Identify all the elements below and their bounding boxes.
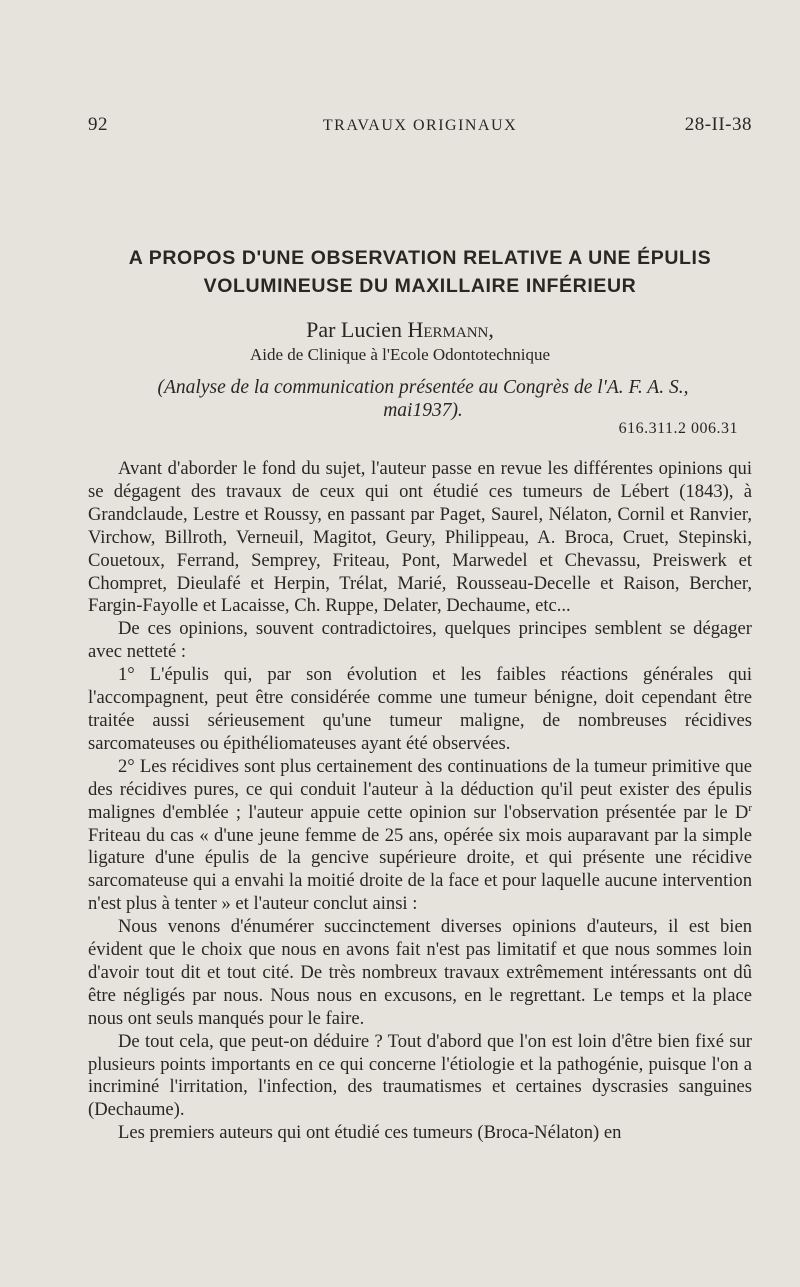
article-title bbox=[80, 244, 760, 300]
title-line-2: VOLUMINEUSE DU MAXILLAIRE INFÉRIEUR bbox=[203, 275, 637, 297]
doctor-abbrev-superscript: r bbox=[748, 801, 752, 814]
paragraph-1: Avant d'aborder le fond du sujet, l'auteur passe en revue les différentes opinions qui se dégagent des travaux de ceux qui ont étudié ces tumeurs de Lébert (1843), à Grandclaude, Lestre et Roussy, en passant par Paget, Saurel, Nélaton, Cornil et Ranvier, Virchow, Billroth, Verneuil, Magitot, Geury, Philippeau, A. Broca, Cruet, Stepinski, Couetoux, Ferrand, Semprey, Friteau, Pont, Marwedel et Chevassu, Preiswerk et Chompret, Dieulafé et Herpin, Trélat, Marié, Rousseau-Decelle et Raison, Bercher, Fargin-Fayolle et Lacaisse, Ch. Ruppe, Delater, Dechaume, etc... bbox=[88, 458, 752, 617]
paragraph-3: 1° L'épulis qui, par son évolution et les faibles réactions générales qui l'accompagnent, peut être considérée comme une tumeur bénigne, doit cependant être traitée aussi sérieusement qu'une tumeur maligne, de nombreuses récidives sarcomateuses ou épithéliomateuses ayant été observées. bbox=[88, 664, 752, 754]
author-affiliation: Aide de Clinique à l'Ecole Odontotechnique bbox=[249, 345, 550, 364]
analysis-line-1: (Analyse de la communication présentée au Congrès de l'A. F. A. S., bbox=[157, 377, 689, 398]
author-suffix: , bbox=[488, 317, 494, 342]
page-number: 92 bbox=[88, 114, 108, 135]
author-line bbox=[0, 317, 800, 343]
classification-code: 616.311.2 006.31 bbox=[618, 420, 738, 437]
analysis-note bbox=[118, 376, 728, 422]
author-prefix: Par Lucien bbox=[306, 317, 408, 342]
journal-section: TRAVAUX ORIGINAUX bbox=[322, 117, 518, 134]
paragraph-6: De tout cela, que peut-on déduire ? Tout d'abord que l'on est loin d'être bien fixé sur plusieurs points importants en ce qui concerne l'étiologie et la pathogénie, puisque l'on a incriminé l'irritation, l'infection, des traumatismes et certaines dyscrasies sanguines (Dechaume). bbox=[88, 1030, 752, 1121]
author-surname: Hermann bbox=[407, 317, 489, 342]
paragraph-2: De ces opinions, souvent contradictoires, quelques principes semblent se dégager avec netteté : bbox=[88, 618, 752, 663]
issue-date: 28-II-38 bbox=[684, 114, 752, 135]
article-body bbox=[88, 458, 752, 1145]
running-header bbox=[88, 114, 752, 144]
paragraph-5: Nous venons d'énumérer succinctement diverses opinions d'auteurs, il est bien évident que le choix que nous en avons fait n'est pas limitatif et que nous sommes loin d'avoir tout dit et tout cité. De très nombreux travaux extrêmement intéressants ont dû être négligés par nous. Nous nous en excusons, en le regrettant. Le temps et la place nous ont seuls manqués pour le faire. bbox=[88, 916, 752, 1029]
paragraph-4-part-a: 2° Les récidives sont plus certainement des continuations de la tumeur primitive que des récidives pures, ce qui conduit l'auteur à la déduction qu'il peut exister des épulis malignes d'emblée ; l'auteur appuie cette opinion sur l'observation présentée par le D bbox=[88, 755, 752, 823]
title-line-1: A PROPOS D'UNE OBSERVATION RELATIVE A UNE ÉPULIS bbox=[128, 247, 712, 269]
paragraph-4-part-b: Friteau du cas « d'une jeune femme de 25 ans, opérée six mois auparavant par la simple ligature d'une épulis de la gencive supérieure droite, et qui présente une récidive sarcomateuse qui a envahi la moitié droite de la face et pour laquelle aucune intervention n'est plus à tenter » et l'auteur conclut ainsi : bbox=[88, 824, 752, 915]
paragraph-7: Les premiers auteurs qui ont étudié ces tumeurs (Broca-Nélaton) en bbox=[118, 1122, 622, 1144]
paragraph-4 bbox=[88, 756, 752, 916]
analysis-line-2: mai1937). bbox=[383, 400, 463, 421]
